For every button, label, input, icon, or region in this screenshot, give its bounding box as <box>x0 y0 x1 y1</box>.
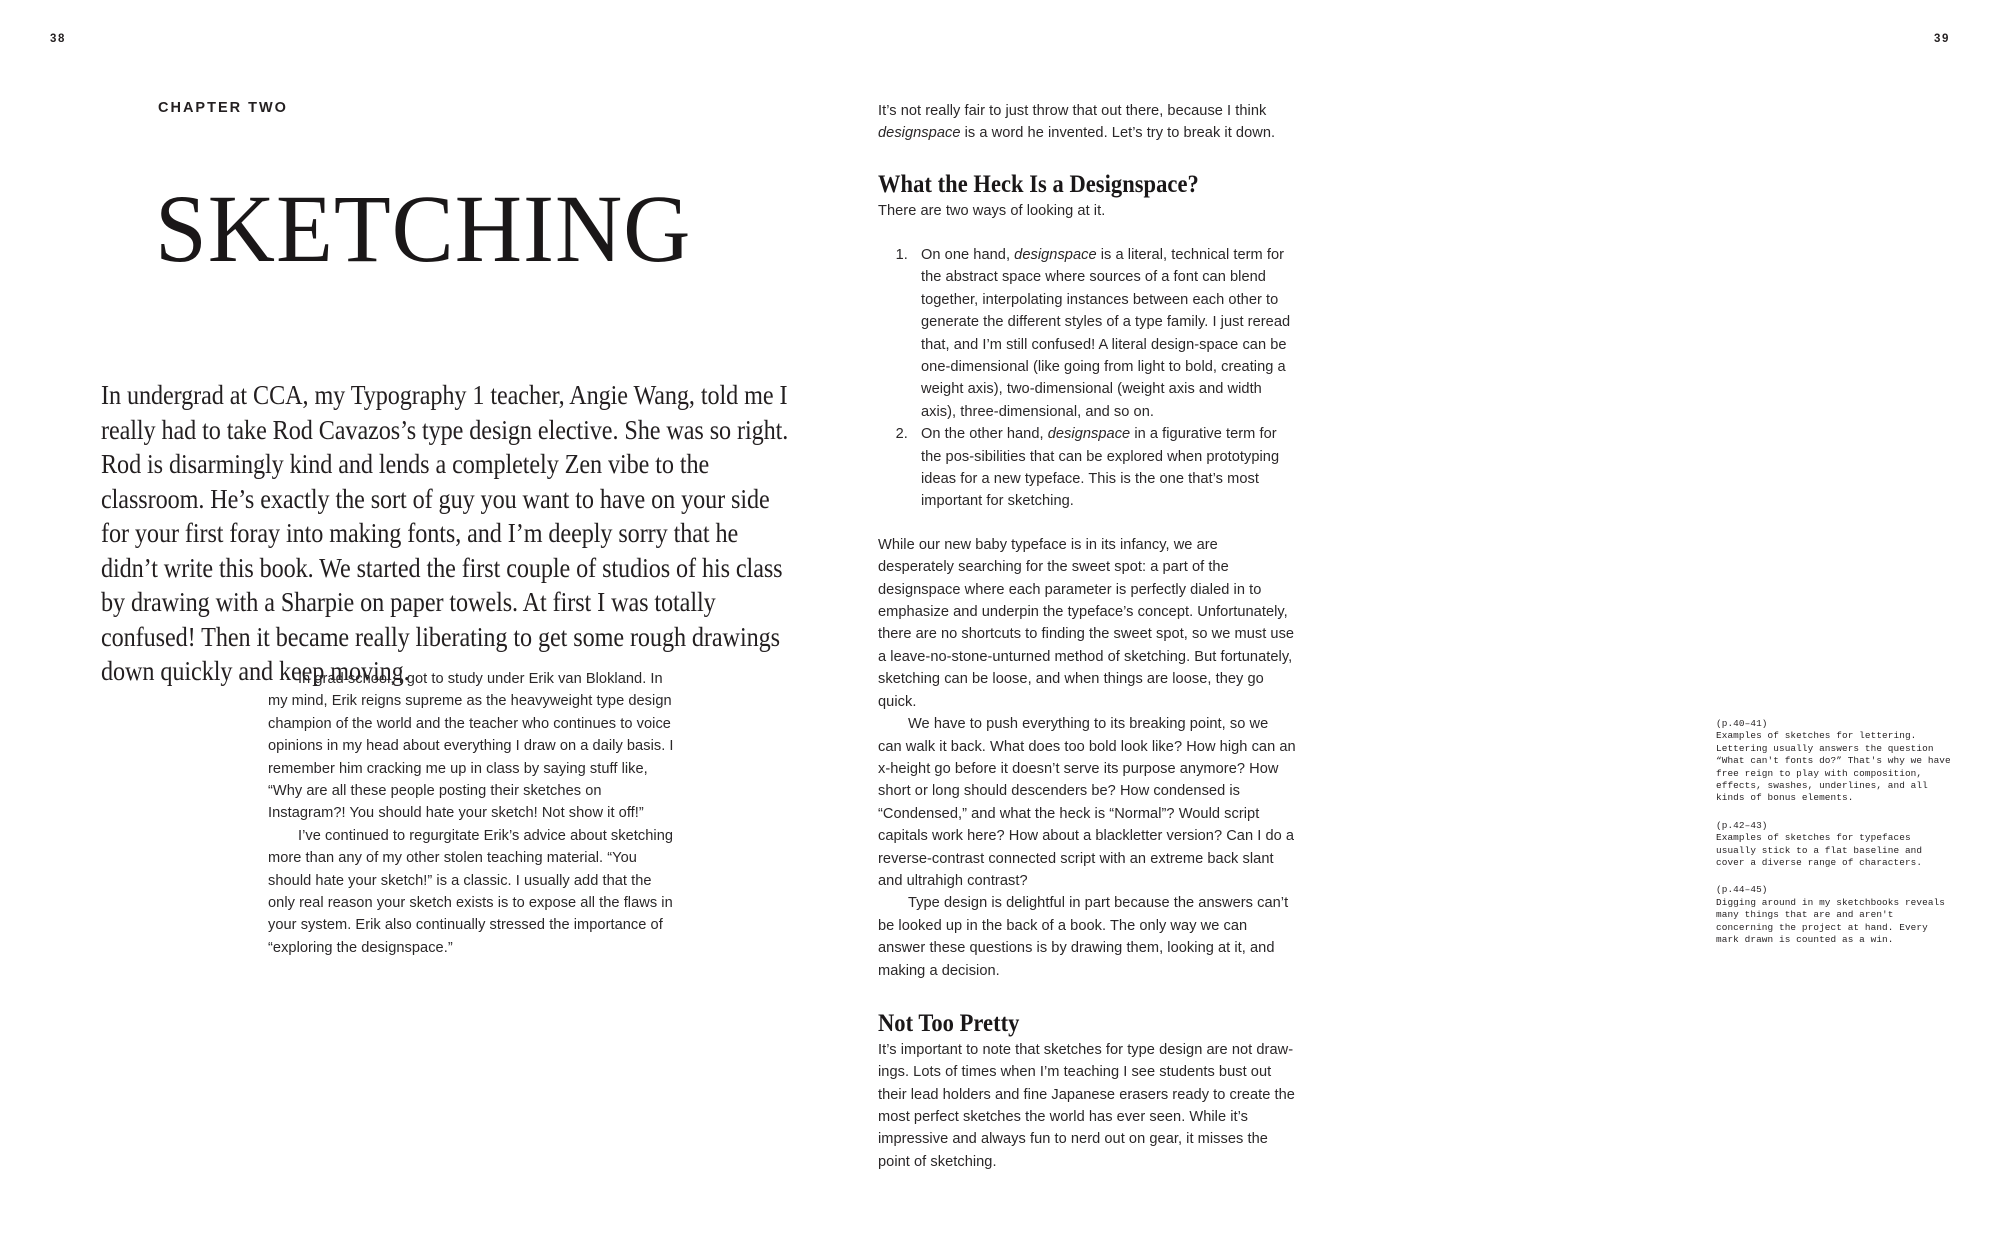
margin-note-body: Examples of sketches for lettering. Lettering usually answers the question “What can't fonts do?” That's why we have free reign to play with composition, effects, swashes, underlines, and all kinds of bonus elements. <box>1716 730 1951 804</box>
lead-text-part1: It’s not really fair to just throw that out there, because I think <box>878 103 1267 119</box>
margin-note <box>1716 718 1956 805</box>
paragraph: I’ve continued to regurgitate Erik’s advice about sketching more than any of my other stolen teaching material. “You should hate your sketch!” is a classic. I usually add that the only real reason your sketch exists is to expose all the flaws in your system. Erik also continually stressed the importance of “exploring the designspace.” <box>268 827 674 956</box>
list-item-text-part1: On one hand, <box>921 246 1015 263</box>
section-subline: There are two ways of looking at it. <box>878 202 1106 219</box>
list-item-text-part2: in a figurative term for the pos-sibilities that can be explored when prototyping ideas for a new typeface. This is the one that’s most important for sketching. <box>921 426 1280 510</box>
paragraph: Type design is delightful in part because the answers can’t be looked up in the back of a book. The only way we can answer these questions is by drawing them, looking at it, and making a decision. <box>878 895 1289 979</box>
margin-note-ref: (p.42–43) <box>1716 819 1768 831</box>
intro-paragraph: In undergrad at CCA, my Typography 1 teacher, Angie Wang, told me I really had to take Rod Cavazos’s type design elective. She was so right. Rod is disarmingly kind and lends a completely Zen vibe to the classroom. He’s exactly the sort of guy you want to have on your side for your first foray into making fonts, and I’m deeply sorry that he didn’t write this book. We started the first couple of studios of his class by drawing with a Sharpie on paper towels. At first I was totally confused! Then it became really liberating to get some rough drawings down quickly and keep moving. <box>101 379 789 686</box>
designspace-italic: designspace <box>1014 246 1097 263</box>
designspace-definition-list <box>878 244 1296 513</box>
paragraph: In grad school, I got to study under Erik van Blokland. In my mind, Erik reigns supreme as the heavyweight type design champion of the world and the teacher who continues to voice opinions in my head about everything I draw on a daily basis. I remember him cracking me up in class by saying stuff like, “Why are all these people posting their sketches on Instagram?! You should hate your sketch! Not show it off!” <box>268 671 674 822</box>
margin-note-body: Digging around in my sketchbooks reveals many things that are and aren't concerning the project at hand. Every mark drawn is counted as a win. <box>1716 896 1946 946</box>
page-number-right: 39 <box>1934 33 1950 45</box>
paragraph: It’s important to note that sketches for type design are not draw-ings. Lots of times when I’m teaching I see students bust out their lead holders and fine Japanese erasers ready to create the most perfect sketches the world has ever seen. While it’s impressive and always fun to nerd out on gear, it misses the point of sketching. <box>878 1041 1295 1170</box>
right-column <box>878 100 1296 1173</box>
section-heading-not-too-pretty: Not Too Pretty <box>878 1009 1020 1037</box>
paragraph: While our new baby typeface is in its infancy, we are desperately searching for the sweet spot: a part of the designspace where each parameter is perfectly dialed in to emphasize and underpin the typeface’s concept. Unfortunately, there are no shortcuts to finding the sweet spot, so we must use a leave-no-stone-unturned method of sketching. But fortunately, sketching can be loose, and when things are loose, they go quick. <box>878 536 1295 710</box>
left-body-text <box>268 668 682 959</box>
designspace-italic: designspace <box>878 125 961 142</box>
lead-paragraph <box>878 100 1296 145</box>
page-number-left: 38 <box>50 33 66 45</box>
list-item <box>912 244 1296 423</box>
margin-note <box>1716 820 1956 870</box>
chapter-title: SKETCHING <box>155 175 692 283</box>
margin-note <box>1716 884 1956 946</box>
margin-note-body: Examples of sketches for typefaces usually stick to a flat baseline and cover a diverse range of characters. <box>1716 832 1923 869</box>
list-item-text-part2: is a literal, technical term for the abstract space where sources of a font can blend together, interpolating instances between each other to generate the different styles of a type family. I just reread that, and I’m still confused! A literal design-space can be one-dimensional (like going from light to bold, creating a weight axis), two-dimensional (weight axis and width axis), three-dimensional, and so on. <box>921 246 1291 420</box>
marginalia-notes <box>1716 718 1956 947</box>
paragraph: We have to push everything to its breaking point, so we can walk it back. What does too bold look like? How high can an x-height go before it doesn’t serve its purpose anymore? How short or long should descenders be? How condensed is “Condensed,” and what the heck is “Normal”? Would script capitals work here? How about a blackletter version? Can I do a reverse-contrast connected script with an extreme back slant and ultrahigh contrast? <box>878 716 1296 889</box>
chapter-label: CHAPTER TWO <box>158 100 288 116</box>
lead-text-part2: is a word he invented. Let’s try to break it down. <box>960 125 1276 142</box>
list-item <box>912 423 1296 513</box>
list-item-text-part1: On the other hand, <box>921 426 1048 443</box>
margin-note-ref: (p.40–41) <box>1716 718 1768 729</box>
section-heading-designspace: What the Heck Is a Designspace? <box>878 170 1199 198</box>
margin-note-ref: (p.44–45) <box>1716 884 1768 896</box>
designspace-italic: designspace <box>1047 426 1131 443</box>
